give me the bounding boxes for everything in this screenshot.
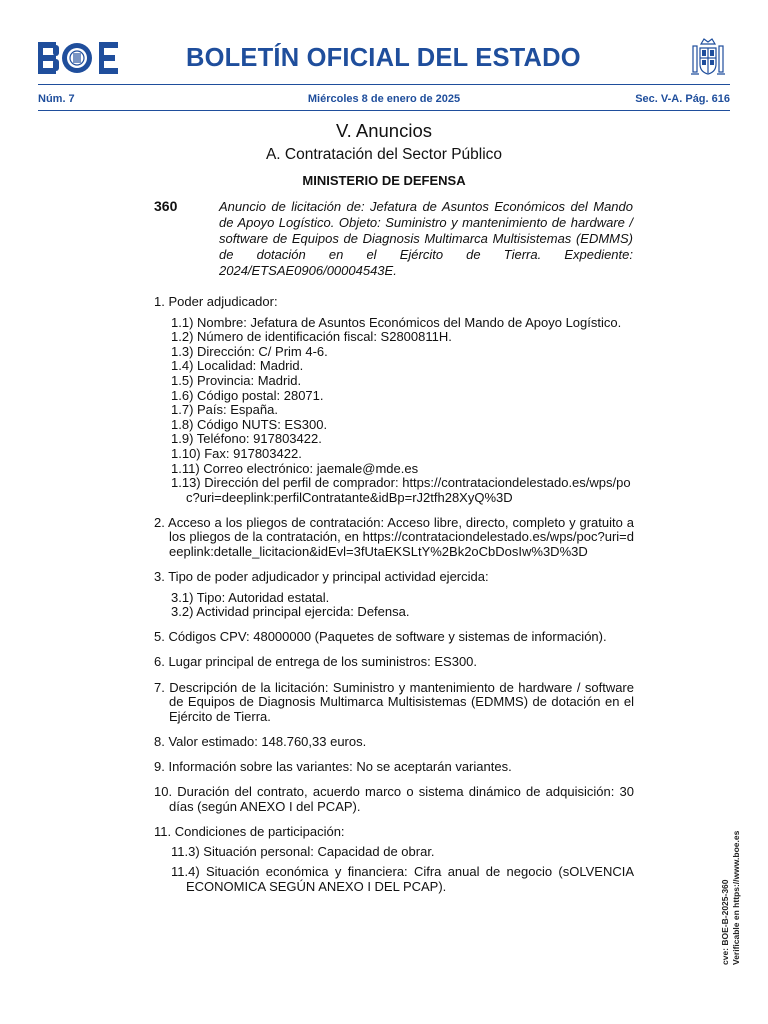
item-1-1: 1.1) Nombre: Jefatura de Asuntos Económicos del Mando de Apoyo Logístico. (171, 314, 622, 330)
section-5: 5. Códigos CPV: 48000000 (Paquetes de software y sistemas de información). (154, 629, 607, 645)
announcement-body (154, 295, 634, 895)
item-11-3: 11.3) Situación personal: Capacidad de obrar. (171, 844, 435, 860)
ministry-heading: MINISTERIO DE DEFENSA (302, 173, 466, 188)
verify-url: Verificable en https://www.boe.es (731, 830, 741, 965)
item-1-5: 1.5) Provincia: Madrid. (171, 372, 302, 388)
section-3: 3. Tipo de poder adjudicador y principal actividad ejercida: (154, 569, 489, 585)
cve-code: cve: BOE-B-2025-360 (720, 879, 730, 965)
item-1-2: 1.2) Número de identificación fiscal: S2800811H. (171, 329, 452, 345)
item-1-11: 1.11) Correo electrónico: jaemale@mde.es (171, 460, 419, 476)
section-11: 11. Condiciones de participación: (154, 823, 345, 839)
item-1-4: 1.4) Localidad: Madrid. (171, 358, 304, 374)
section-6: 6. Lugar principal de entrega de los suministros: ES300. (154, 654, 478, 670)
boe-logo (38, 42, 118, 74)
item-11-4: 11.4) Situación económica y financiera: Cifra anual de negocio (sOLVENCIA ECONOMICA SEGÚN ANEXO I DEL PCAP). (171, 864, 634, 894)
issue-number: Núm. 7 (38, 93, 75, 105)
announcement-number: 360 (154, 198, 178, 214)
item-1-10: 1.10) Fax: 917803422. (171, 445, 302, 461)
section-8: 8. Valor estimado: 148.760,33 euros. (154, 733, 367, 749)
item-3-2: 3.2) Actividad principal ejercida: Defensa. (171, 604, 410, 620)
coat-of-arms-icon (688, 36, 728, 78)
subsection-heading: A. Contratación del Sector Público (265, 146, 503, 163)
section-heading: V. Anuncios (335, 120, 432, 141)
section-9: 9. Información sobre las variantes: No se aceptarán variantes. (154, 758, 512, 774)
item-1-8: 1.8) Código NUTS: ES300. (171, 416, 328, 432)
section-10: 10. Duración del contrato, acuerdo marco o sistema dinámico de adquisición: 30 días (según ANEXO I del PCAP). (154, 784, 634, 814)
issue-date: Miércoles 8 de enero de 2025 (307, 93, 461, 105)
item-1-13: 1.13) Dirección del perfil de comprador: https://contrataciondelestado.es/wps/poc?uri=deeplink:perfilContratante&idBp=rJ2tfh28XyQ%3D (171, 475, 631, 505)
section-7: 7. Descripción de la licitación: Suministro y mantenimiento de hardware / software de Equipos de Diagnosis Multimarca Multisistemas (EDMMS) de dotación en el Ejército de Tierra. (154, 679, 634, 724)
header-rule-bottom (38, 110, 730, 111)
announcement-summary: Anuncio de licitación de: Jefatura de Asuntos Económicos del Mando de Apoyo Logístico. Objeto: Suministro y mantenimiento de hardware / software de Equipos de Diagnosis Multimarca Multisistemas (EDMMS) de dotación en el Ejército de Tierra. Expediente: 2024/ETSAE0906/00004543E. (219, 199, 633, 278)
item-1-9: 1.9) Teléfono: 917803422. (171, 431, 322, 447)
verification-sidebar (720, 725, 744, 965)
publication-title: BOLETÍN OFICIAL DEL ESTADO (186, 44, 581, 72)
item-1-7: 1.7) País: España. (171, 402, 278, 418)
item-3-1: 3.1) Tipo: Autoridad estatal. (171, 589, 330, 605)
section-page: Sec. V-A. Pág. 616 (635, 93, 730, 105)
item-1-6: 1.6) Código postal: 28071. (171, 387, 324, 403)
header-rule-top (38, 84, 730, 85)
section-2: 2. Acceso a los pliegos de contratación: Acceso libre, directo, completo y gratuito a los pliegos de la contratación, en https://contrataciondelestado.es/wps/poc?uri=deeplink:detalle_licitacion&idEvl=3fUtaEKSLtY%2Bk2oCbDosIw%3D%3D (154, 514, 634, 559)
section-1: 1. Poder adjudicador: (154, 294, 278, 309)
item-1-3: 1.3) Dirección: C/ Prim 4-6. (171, 343, 328, 359)
